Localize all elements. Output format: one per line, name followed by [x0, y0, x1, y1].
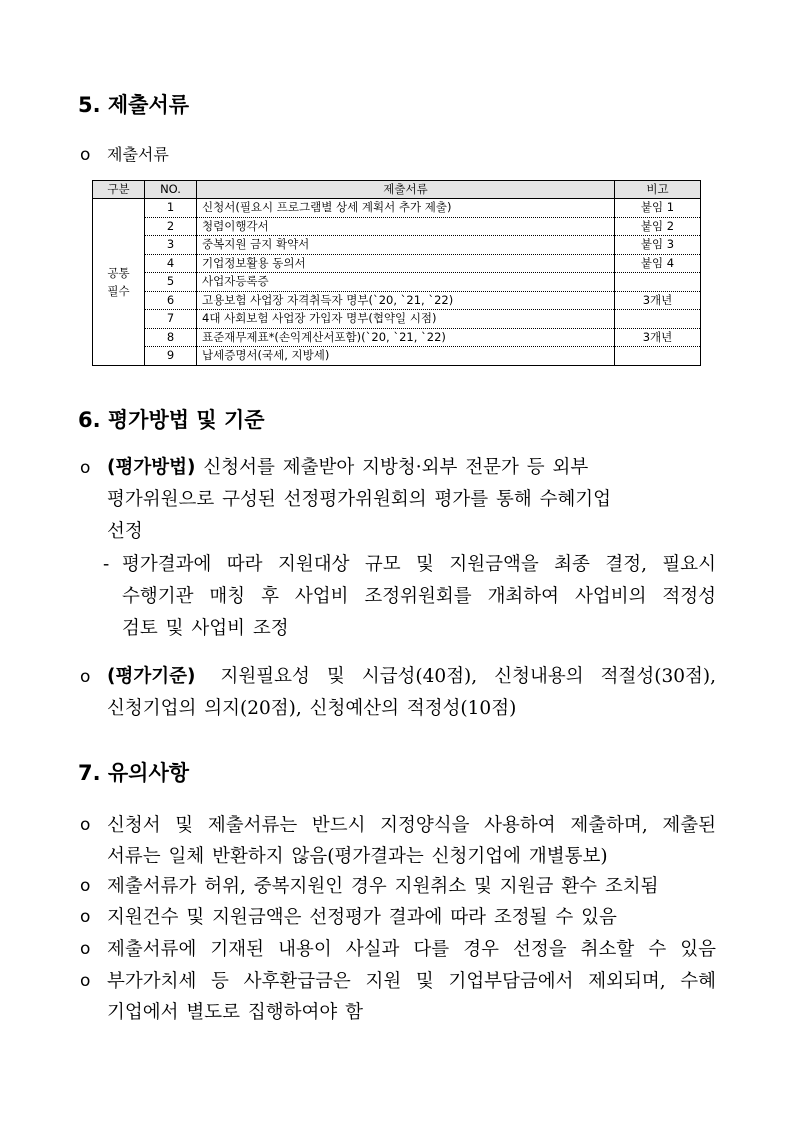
bullet-marker: o: [80, 458, 91, 478]
table-row: [93, 236, 701, 255]
table-row: [93, 328, 701, 347]
row-document: 납세증명서(국세, 지방세): [197, 347, 615, 366]
row-document: 표준재무제표*(손익계산서포함)(`20, `21, `22): [197, 328, 615, 347]
criteria-paragraph-line: 신청기업의 의지(20점), 신청예산의 적정성(10점): [107, 698, 517, 719]
row-number: 8: [145, 328, 197, 347]
method-paragraph-line: 평가위원으로 구성된 선정평가위원회의 평가를 통해 수혜기업: [107, 489, 612, 510]
table-row: [93, 217, 701, 236]
criteria-text: 지원필요성 및 시급성(40점), 신청내용의 적절성(30점),: [220, 666, 716, 687]
section-5-heading: 5. 제출서류: [78, 93, 190, 117]
submission-documents-table: [92, 180, 701, 366]
row-number: 2: [145, 217, 197, 236]
criteria-label: (평가기준): [107, 666, 196, 687]
row-number: 9: [145, 347, 197, 366]
row-note: 붙임 1: [615, 199, 701, 218]
row-document: 4대 사회보험 사업장 가입자 명부(협약일 시점): [197, 310, 615, 329]
notice-item-line: 제출서류에 기재된 내용이 사실과 다를 경우 선정을 취소할 수 있음: [107, 939, 716, 960]
row-note: 3개년: [615, 328, 701, 347]
table-header-note: 비고: [615, 181, 701, 199]
row-note: 붙임 3: [615, 236, 701, 255]
notice-item-line: 제출서류가 허위, 중복지원인 경우 지원취소 및 지원금 환수 조치됨: [107, 876, 659, 897]
method-text: 신청서를 제출받아 지방청·외부 전문가 등 외부: [203, 457, 589, 478]
method-paragraph-line: 선정: [107, 521, 143, 542]
row-document: 고용보험 사업장 자격취득자 명부(`20, `21, `22): [197, 291, 615, 310]
row-note: 3개년: [615, 291, 701, 310]
row-note: [615, 310, 701, 329]
group-label-line: 공통: [107, 265, 130, 280]
row-document: 청렴이행각서: [197, 217, 615, 236]
submission-docs-subtitle: 제출서류: [107, 145, 169, 164]
row-number: 7: [145, 310, 197, 329]
criteria-paragraph-line: [107, 661, 716, 693]
row-number: 1: [145, 199, 197, 218]
bullet-marker: o: [80, 939, 91, 959]
row-document: 중복지원 금지 확약서: [197, 236, 615, 255]
method-detail-line: 수행기관 매칭 후 사업비 조정위원회를 개최하여 사업비의 적정성: [122, 586, 716, 607]
table-header-category: 구분: [93, 181, 145, 199]
row-document: 사업자등록증: [197, 273, 615, 292]
table-row: [93, 310, 701, 329]
notice-item-line: 신청서 및 제출서류는 반드시 지정양식을 사용하여 제출하며, 제출된: [107, 815, 716, 836]
row-number: 3: [145, 236, 197, 255]
row-note: 붙임 4: [615, 254, 701, 273]
bullet-marker: o: [80, 145, 91, 165]
row-note: [615, 273, 701, 292]
section-6-heading: 6. 평가방법 및 기준: [78, 408, 265, 432]
section-7-heading: 7. 유의사항: [78, 761, 190, 785]
row-document: 기업정보활용 동의서: [197, 254, 615, 273]
bullet-marker: o: [80, 876, 91, 896]
row-number: 6: [145, 291, 197, 310]
method-paragraph-line: [107, 452, 588, 484]
row-document: 신청서(필요시 프로그램별 상세 계획서 추가 제출): [197, 199, 615, 218]
table-header-no: NO.: [145, 181, 197, 199]
bullet-marker: o: [80, 667, 91, 687]
method-detail-line: 평가결과에 따라 지원대상 규모 및 지원금액을 최종 결정, 필요시: [122, 554, 716, 575]
table-row: [93, 254, 701, 273]
table-header-document: 제출서류: [197, 181, 615, 199]
row-note: 붙임 2: [615, 217, 701, 236]
bullet-marker: o: [80, 971, 91, 991]
notice-item-line: 기업에서 별도로 집행하여야 함: [107, 1002, 363, 1023]
method-label: (평가방법): [107, 457, 196, 478]
row-note: [615, 347, 701, 366]
method-detail-line: 검토 및 사업비 조정: [122, 618, 289, 639]
table-header-row: [93, 181, 701, 199]
row-number: 5: [145, 273, 197, 292]
dash-marker: -: [103, 554, 110, 575]
notice-item-line: 지원건수 및 지원금액은 선정평가 결과에 따라 조정될 수 있음: [107, 907, 617, 928]
bullet-marker: o: [80, 815, 91, 835]
row-number: 4: [145, 254, 197, 273]
table-group-cell: [93, 199, 145, 366]
table-row: [93, 273, 701, 292]
group-label-line: 필수: [107, 283, 130, 298]
bullet-marker: o: [80, 907, 91, 927]
table-row: [93, 291, 701, 310]
table-row: [93, 347, 701, 366]
table-row: [93, 199, 701, 218]
notice-item-line: 부가가치세 등 사후환급금은 지원 및 기업부담금에서 제외되며, 수혜: [107, 971, 716, 992]
notice-item-line: 서류는 일체 반환하지 않음(평가결과는 신청기업에 개별통보): [107, 846, 608, 867]
